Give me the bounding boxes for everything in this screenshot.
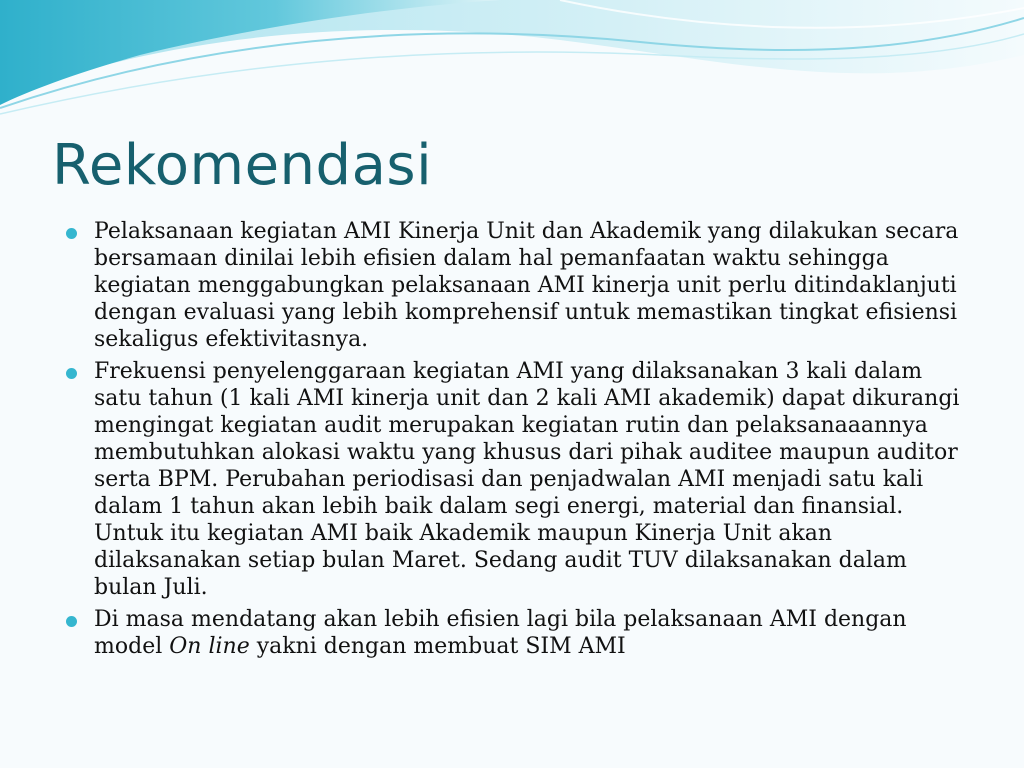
slide-title: Rekomendasi [52, 133, 433, 198]
wave-header-decoration [0, 0, 1024, 120]
bullet-text-2: Frekuensi penyelenggaraan kegiatan AMI yang dilaksanakan 3 kali dalam satu tahun (1 kali AMI kinerja unit dan 2 kali AMI akademik) dapat dikurangi mengingat kegiatan audit merupakan kegiatan rutin dan pelaksanaaannya membutuhkan alokasi waktu yang khusus dari pihak auditee maupun auditor serta BPM. Perubahan periodisasi dan penjadwalan AMI menjadi satu kali dalam 1 tahun akan lebih baik dalam segi energi, material dan finansial. Untuk itu kegiatan AMI baik Akademik maupun Kinerja Unit akan dilaksanakan setiap bulan Maret. Sedang audit TUV dilaksanakan dalam bulan Juli. [94, 359, 960, 600]
bullet-text-1: Pelaksanaan kegiatan AMI Kinerja Unit dan Akademik yang dilakukan secara bersamaan dinilai lebih efisien dalam hal pemanfaatan waktu sehingga kegiatan menggabungkan pelaksanaan AMI kinerja unit perlu ditindaklanjuti dengan evaluasi yang lebih komprehensif untuk memastikan tingkat efisiensi sekaligus efektivitasnya. [94, 219, 959, 352]
bullet-list [66, 218, 971, 665]
bullet-item-3 [66, 606, 971, 660]
bullet-item-1 [66, 218, 971, 353]
bullet-dot-icon [66, 616, 77, 627]
bullet-text-3-italic: On line [169, 634, 250, 659]
bullet-dot-icon [66, 368, 77, 379]
bullet-text-3 [94, 606, 971, 660]
bullet-dot-icon [66, 228, 77, 239]
bullet-text-3-before: Di masa mendatang akan lebih efisien lagi bila pelaksanaan AMI dengan model [94, 607, 907, 659]
bullet-text-3-after: yakni dengan membuat SIM AMI [249, 634, 626, 659]
bullet-item-2 [66, 358, 971, 601]
